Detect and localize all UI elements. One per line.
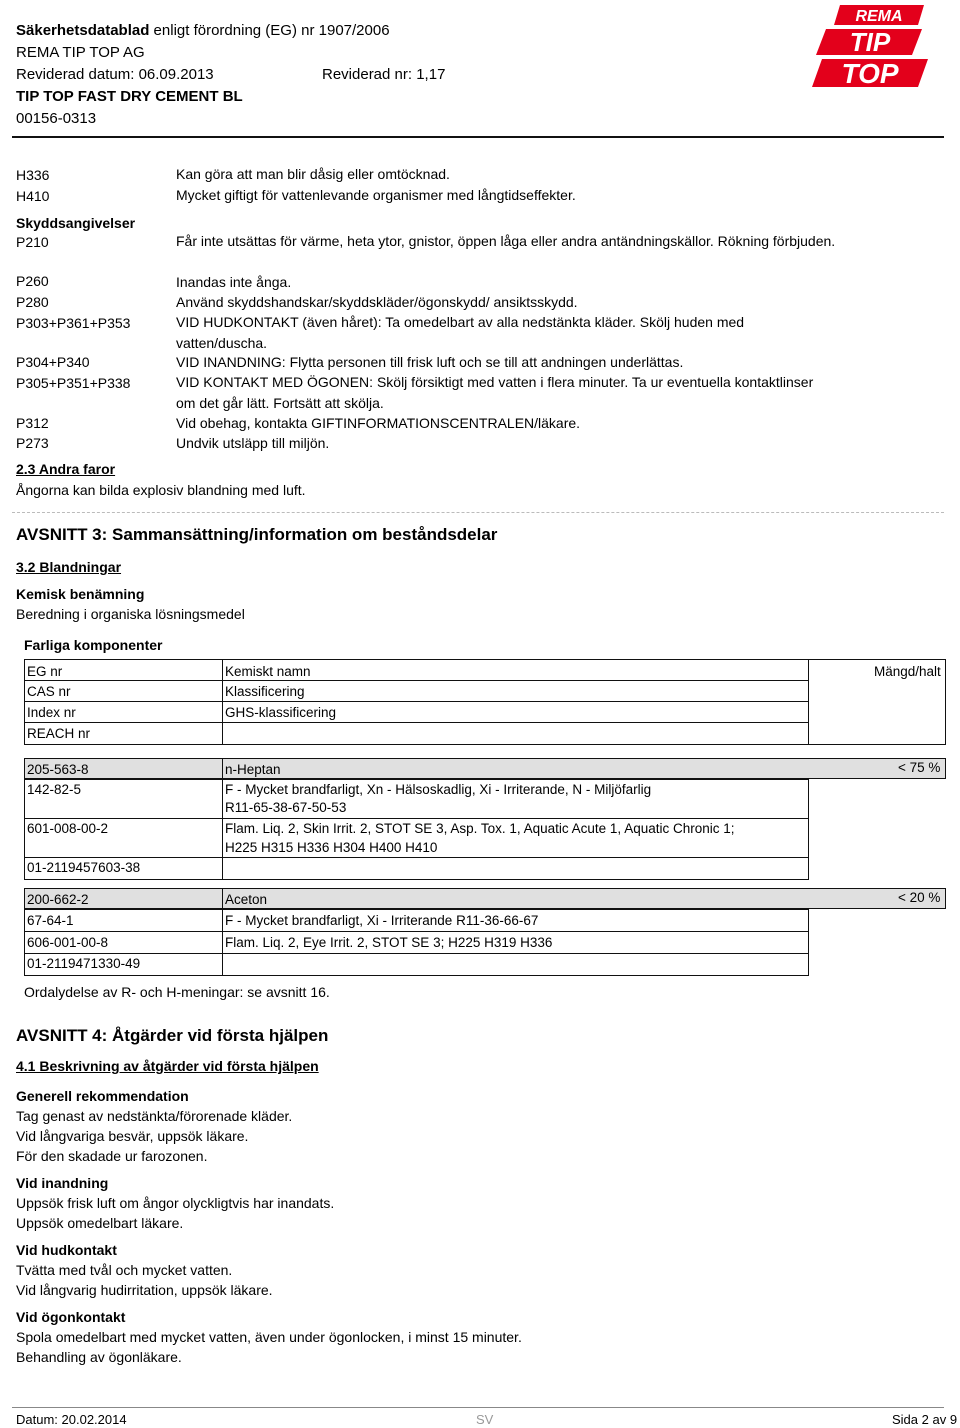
table-row-divider [24,818,809,819]
first-aid-line: Tvätta med tvål och mycket vatten. [16,1262,233,1278]
rema-tip-top-logo [812,3,932,91]
hazard-code: H336 [16,167,50,183]
precaution-code: P304+P340 [16,354,90,370]
component-row-heptane [24,758,946,779]
regulation: enligt förordning (EG) nr 1907/2006 [149,22,390,39]
footer-language: SV [476,1412,494,1427]
precaution-code: P210 [16,234,49,250]
skin-contact-heading: Vid hudkontakt [16,1242,117,1258]
revised-date: Reviderad datum: 06.09.2013 [16,66,214,83]
component-row-acetone [24,888,946,909]
precaution-code: P312 [16,415,49,431]
precaution-text: Använd skyddshandskar/skyddskläder/ögonskydd/ ansiktsskydd. [176,294,578,310]
component-cas-nr: 67-64-1 [27,913,74,928]
footer-page-number: Sida 2 av 9 [892,1412,958,1427]
component-h-phrases: H225 H315 H336 H304 H400 H410 [225,840,438,855]
component-amount: < 20 % [898,890,941,905]
component-eg-nr: 200-662-2 [27,892,89,907]
header-amount: Mängd/halt [874,664,941,679]
table-row-divider [24,857,809,858]
product-code: 00156-0313 [16,110,97,127]
header-cas-nr: CAS nr [27,684,71,699]
component-reach-nr: 01-2119471330-49 [27,956,141,971]
component-amount: < 75 % [898,760,941,775]
precaution-text: Inandas inte ånga. [176,274,292,290]
component-index-nr: 601-008-00-2 [27,821,109,836]
header-index-nr: Index nr [27,705,76,720]
section-divider [12,512,944,513]
inhalation-heading: Vid inandning [16,1175,109,1191]
first-aid-line: Vid långvariga besvär, uppsök läkare. [16,1128,249,1144]
precaution-code: P273 [16,435,49,451]
company-name: REMA TIP TOP AG [16,44,145,61]
component-cas-nr: 142-82-5 [27,782,82,797]
first-aid-line: Uppsök omedelbart läkare. [16,1215,184,1231]
first-aid-line: Tag genast av nedstänkta/förorenade kläder. [16,1108,293,1124]
table-column-divider [222,659,223,745]
precaution-text: VID KONTAKT MED ÖGONEN: Skölj försiktigt med vatten i flera minuter. Ta ur eventuella kontaktlinser om det går lätt. Fortsätt att skölja. [176,374,814,411]
logo-text-top: TOP [841,58,899,89]
logo-text-tip: TIP [849,27,891,57]
header-divider [12,136,944,138]
hazardous-components-label: Farliga komponenter [24,637,163,653]
header-classification: Klassificering [225,684,305,699]
table-row-divider [24,701,808,702]
precaution-code: P305+P351+P338 [16,375,131,391]
component-ghs: Flam. Liq. 2, Eye Irrit. 2, STOT SE 3; H225 H319 H336 [225,935,553,950]
revision-number: Reviderad nr: 1,17 [322,66,446,83]
precaution-text: VID INANDNING: Flytta personen till frisk luft och se till att andningen underlättas. [176,354,684,370]
precaution-text: Vid obehag, kontakta GIFTINFORMATIONSCENTRALEN/läkare. [176,415,581,431]
product-name: TIP TOP FAST DRY CEMENT BL [16,88,243,105]
document-title [16,22,390,40]
header-eg-nr: EG nr [27,664,63,679]
component-reach-nr: 01-2119457603-38 [27,860,141,875]
component-r-phrases: R11-65-38-67-50-53 [225,800,347,815]
table-row-divider [24,680,808,681]
chemical-name-label: Kemisk benämning [16,586,145,602]
general-advice-heading: Generell rekommendation [16,1088,189,1104]
table-row-divider [24,722,808,723]
table-row-divider [24,953,809,954]
other-hazards-heading: 2.3 Andra faror [16,461,116,477]
document-type: Säkerhetsdatablad [16,22,150,39]
component-classification: F - Mycket brandfarligt, Xi - Irriterande R11-36-66-67 [225,913,539,928]
logo-text-rema: REMA [855,8,903,25]
eye-contact-heading: Vid ögonkontakt [16,1309,126,1325]
section-3-2-heading: 3.2 Blandningar [16,559,122,575]
precaution-code: P303+P361+P353 [16,315,131,331]
other-hazards-text: Ångorna kan bilda explosiv blandning med luft. [16,482,306,498]
header-chemical-name: Kemiskt namn [225,664,311,679]
precaution-code: P260 [16,273,49,289]
precaution-text: Undvik utsläpp till miljön. [176,435,330,451]
component-eg-nr: 205-563-8 [27,762,89,777]
precaution-text: Får inte utsättas för värme, heta ytor, gnistor, öppen låga eller andra antändningskällor. Rökning förbjuden. [176,233,836,249]
precautions-heading: Skyddsangivelser [16,215,136,231]
footer-date: Datum: 20.02.2014 [16,1412,127,1427]
hazard-text: Kan göra att man blir dåsig eller omtöcknad. [176,166,450,182]
component-name: n-Heptan [225,762,281,777]
header-ghs-classification: GHS-klassificering [225,705,337,720]
first-aid-line: Vid långvarig hudirritation, uppsök läkare. [16,1282,273,1298]
header-reach-nr: REACH nr [27,726,91,741]
hazard-code: H410 [16,188,50,204]
precaution-text: VID HUDKONTAKT (även håret): Ta omedelbart av alla nedstänkta kläder. Skölj huden med vatten/duscha. [176,314,745,351]
first-aid-line: Behandling av ögonläkare. [16,1349,182,1365]
section-3-title: AVSNITT 3: Sammansättning/information om beståndsdelar [16,525,498,544]
first-aid-line: För den skadade ur farozonen. [16,1148,208,1164]
hazard-text: Mycket giftigt för vattenlevande organismer med långtidseffekter. [176,187,576,203]
r-h-phrases-note: Ordalydelse av R- och H-meningar: se avsnitt 16. [24,984,330,1000]
footer-divider [12,1407,944,1408]
component-ghs: Flam. Liq. 2, Skin Irrit. 2, STOT SE 3, Asp. Tox. 1, Aquatic Acute 1, Aquatic Chronic 1; [225,821,735,836]
component-index-nr: 606-001-00-8 [27,935,109,950]
table-row-divider [24,931,809,932]
first-aid-line: Uppsök frisk luft om ångor olyckligtvis har inandats. [16,1195,335,1211]
first-aid-line: Spola omedelbart med mycket vatten, även under ögonlocken, i minst 15 minuter. [16,1329,522,1345]
section-4-title: AVSNITT 4: Åtgärder vid första hjälpen [16,1026,329,1045]
table-column-divider [808,659,809,745]
chemical-name-value: Beredning i organiska lösningsmedel [16,606,245,622]
component-name: Aceton [225,892,268,907]
precaution-code: P280 [16,294,49,310]
component-classification: F - Mycket brandfarligt, Xn - Hälsoskadlig, Xi - Irriterande, N - Miljöfarlig [225,782,652,797]
section-4-1-heading: 4.1 Beskrivning av åtgärder vid första hjälpen [16,1058,319,1074]
